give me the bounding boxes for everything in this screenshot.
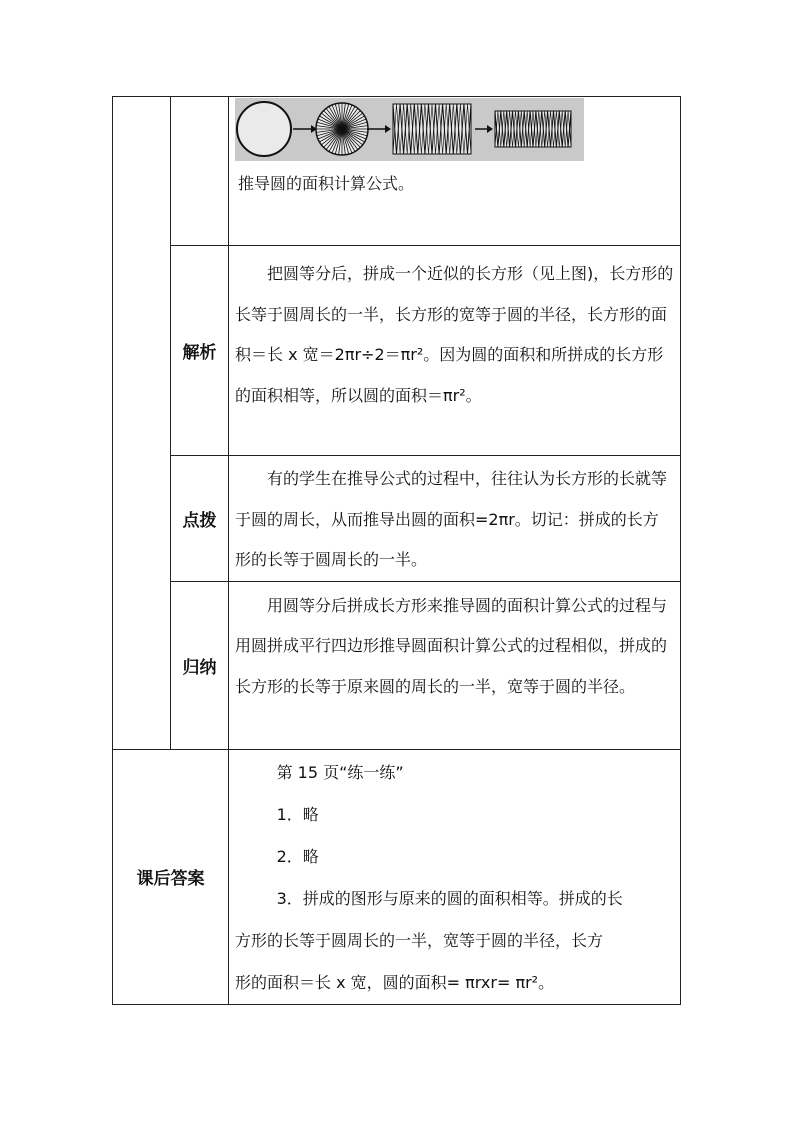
empty-label-cell xyxy=(171,97,229,246)
sectored-circle xyxy=(316,103,368,155)
answer-item-2: 2．略 xyxy=(276,846,319,866)
jiexi-content xyxy=(229,246,681,456)
answer-item-3-line-2: 方形的长等于圆周长的一半，宽等于圆的半径，长方 xyxy=(235,930,604,950)
guina-text: 用圆等分后拼成长方形来推导圆的面积计算公式的过程与用圆拼成平行四边形推导圆面积计算公式的过程相似，拼成的长方形的长等于原来圆的周长的一半，宽等于圆的半径。 xyxy=(235,595,668,696)
circle-to-rectangle-figure xyxy=(235,98,584,161)
dianbo-content xyxy=(229,456,681,582)
outer-left-cell xyxy=(113,97,171,750)
label-dianbo: 点拨 xyxy=(171,456,229,582)
dianbo-text: 有的学生在推导公式的过程中，往往认为长方形的长就等于圆的周长，从而推导出圆的面积=2πr。切记：拼成的长方形的长等于圆周长的一半。 xyxy=(235,469,668,569)
label-answers: 课后答案 xyxy=(113,749,229,1004)
answers-heading: 第 15 页“练一练” xyxy=(276,762,404,782)
zigzag-shape-2 xyxy=(495,111,571,147)
answer-item-1: 1．略 xyxy=(276,804,319,824)
answer-item-3-line-3: 形的面积＝长 x 宽，圆的面积= πrxr= πr²。 xyxy=(235,972,555,992)
label-guina: 归纳 xyxy=(171,581,229,749)
zigzag-shape-1 xyxy=(393,104,471,154)
answer-item-3-line-1: 3．拼成的图形与原来的圆的面积相等。拼成的长 xyxy=(276,888,623,908)
figure-cell xyxy=(229,97,681,246)
whole-circle xyxy=(237,102,291,156)
figure-caption: 推导圆的面积计算公式。 xyxy=(238,174,415,193)
guina-content xyxy=(229,581,681,749)
jiexi-text: 把圆等分后，拼成一个近似的长方形（见上图)，长方形的长等于圆周长的一半，长方形的宽等于圆的半径，长方形的面积＝长 x 宽＝2πr÷2＝πr²。因为圆的面积和所拼成的长方形的面积相等，所以圆的面积＝πr²。 xyxy=(235,264,674,405)
label-jiexi: 解析 xyxy=(171,246,229,456)
answers-content xyxy=(229,749,681,1004)
lesson-table xyxy=(112,96,681,1005)
